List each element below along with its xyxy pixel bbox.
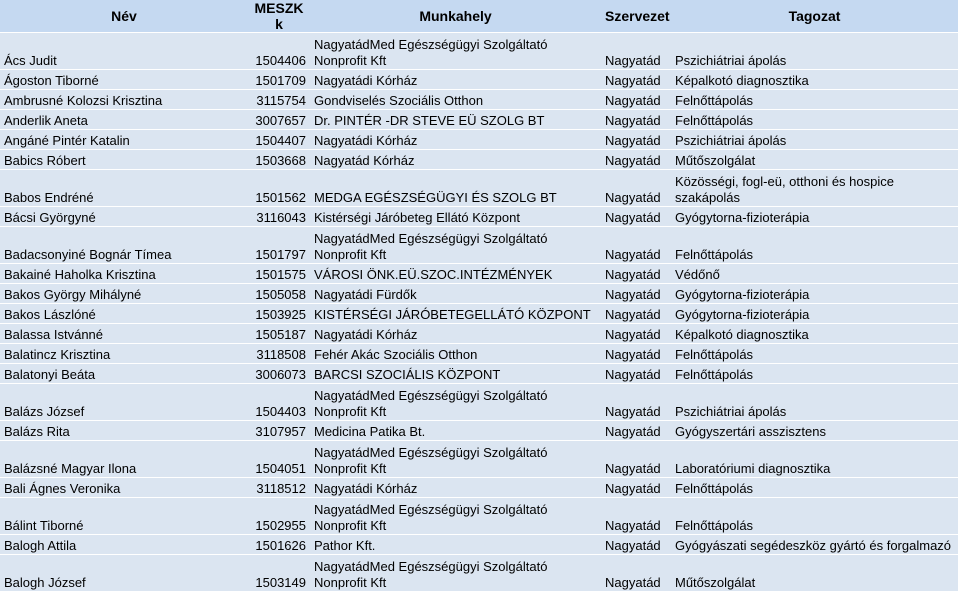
- table-row: [0, 110, 958, 130]
- cell-munkahely: NagyatádMed Egészségügyi Szolgáltató Nonprofit Kft: [310, 555, 601, 592]
- cell-tagozat: Felnőttápolás: [671, 227, 958, 264]
- cell-tagozat: Gyógytorna-fizioterápia: [671, 207, 958, 227]
- cell-tagozat: Gyógyászati segédeszköz gyártó és forgalmazó: [671, 535, 958, 555]
- cell-nev: Balogh Attila: [0, 535, 248, 555]
- cell-szervezet: Nagyatád: [601, 170, 671, 207]
- cell-szervezet: Nagyatád: [601, 364, 671, 384]
- cell-munkahely: NagyatádMed Egészségügyi Szolgáltató Nonprofit Kft: [310, 441, 601, 478]
- cell-munkahely: Nagyatádi Kórház: [310, 324, 601, 344]
- table-row: [0, 70, 958, 90]
- cell-nev: Balatonyi Beáta: [0, 364, 248, 384]
- cell-nev: Anderlik Aneta: [0, 110, 248, 130]
- cell-nev: Babics Róbert: [0, 150, 248, 170]
- cell-tagozat: Laboratóriumi diagnosztika: [671, 441, 958, 478]
- cell-szervezet: Nagyatád: [601, 324, 671, 344]
- cell-tagozat: Pszichiátriai ápolás: [671, 33, 958, 70]
- cell-munkahely: NagyatádMed Egészségügyi Szolgáltató Nonprofit Kft: [310, 498, 601, 535]
- cell-szervezet: Nagyatád: [601, 33, 671, 70]
- cell-meszk: 1501709: [248, 70, 310, 90]
- cell-munkahely: BARCSI SZOCIÁLIS KÖZPONT: [310, 364, 601, 384]
- cell-meszk: 1504051: [248, 441, 310, 478]
- cell-szervezet: Nagyatád: [601, 498, 671, 535]
- header-nev: Név: [0, 0, 248, 33]
- cell-nev: Bakos György Mihályné: [0, 284, 248, 304]
- cell-meszk: 1503925: [248, 304, 310, 324]
- cell-meszk: 1504406: [248, 33, 310, 70]
- cell-tagozat: Gyógytorna-fizioterápia: [671, 284, 958, 304]
- cell-meszk: 1505058: [248, 284, 310, 304]
- table-row: [0, 498, 958, 535]
- cell-meszk: 1504403: [248, 384, 310, 421]
- cell-tagozat: Felnőttápolás: [671, 110, 958, 130]
- cell-nev: Bali Ágnes Veronika: [0, 478, 248, 498]
- cell-nev: Ágoston Tiborné: [0, 70, 248, 90]
- cell-szervezet: Nagyatád: [601, 344, 671, 364]
- cell-munkahely: Gondviselés Szociális Otthon: [310, 90, 601, 110]
- table-row: [0, 535, 958, 555]
- cell-nev: Babos Endréné: [0, 170, 248, 207]
- cell-tagozat: Gyógyszertári asszisztens: [671, 421, 958, 441]
- table-row: [0, 304, 958, 324]
- table-row: [0, 170, 958, 207]
- table-row: [0, 364, 958, 384]
- cell-meszk: 3006073: [248, 364, 310, 384]
- cell-nev: Balatincz Krisztina: [0, 344, 248, 364]
- header-tagozat: Tagozat: [671, 0, 958, 33]
- cell-nev: Ács Judit: [0, 33, 248, 70]
- cell-munkahely: Nagyatádi Kórház: [310, 130, 601, 150]
- table-row: [0, 150, 958, 170]
- cell-tagozat: Felnőttápolás: [671, 344, 958, 364]
- cell-meszk: 1505187: [248, 324, 310, 344]
- cell-meszk: 3107957: [248, 421, 310, 441]
- cell-meszk: 1501797: [248, 227, 310, 264]
- cell-tagozat: Közösségi, fogl-eü, otthoni és hospice szakápolás: [671, 170, 958, 207]
- cell-tagozat: Védőnő: [671, 264, 958, 284]
- cell-nev: Ambrusné Kolozsi Krisztina: [0, 90, 248, 110]
- cell-szervezet: Nagyatád: [601, 304, 671, 324]
- cell-szervezet: Nagyatád: [601, 284, 671, 304]
- cell-meszk: 3118512: [248, 478, 310, 498]
- cell-tagozat: Képalkotó diagnosztika: [671, 70, 958, 90]
- table-body: [0, 33, 958, 592]
- table-row: [0, 33, 958, 70]
- cell-meszk: 3118508: [248, 344, 310, 364]
- cell-tagozat: Felnőttápolás: [671, 90, 958, 110]
- cell-szervezet: Nagyatád: [601, 70, 671, 90]
- cell-szervezet: Nagyatád: [601, 150, 671, 170]
- cell-munkahely: NagyatádMed Egészségügyi Szolgáltató Nonprofit Kft: [310, 384, 601, 421]
- table-row: [0, 130, 958, 150]
- cell-munkahely: NagyatádMed Egészségügyi Szolgáltató Nonprofit Kft: [310, 33, 601, 70]
- cell-tagozat: Műtőszolgálat: [671, 555, 958, 592]
- cell-meszk: 1504407: [248, 130, 310, 150]
- cell-tagozat: Felnőttápolás: [671, 498, 958, 535]
- header-szervezet: Szervezet: [601, 0, 671, 33]
- table-row: [0, 384, 958, 421]
- cell-munkahely: MEDGA EGÉSZSÉGÜGYI ÉS SZOLG BT: [310, 170, 601, 207]
- table-row: [0, 90, 958, 110]
- cell-tagozat: Felnőttápolás: [671, 478, 958, 498]
- cell-munkahely: Fehér Akác Szociális Otthon: [310, 344, 601, 364]
- table-row: [0, 441, 958, 478]
- cell-munkahely: Nagyatád Kórház: [310, 150, 601, 170]
- cell-szervezet: Nagyatád: [601, 535, 671, 555]
- table-row: [0, 284, 958, 304]
- table-row: [0, 555, 958, 592]
- cell-nev: Balázsné Magyar Ilona: [0, 441, 248, 478]
- cell-tagozat: Képalkotó diagnosztika: [671, 324, 958, 344]
- cell-szervezet: Nagyatád: [601, 227, 671, 264]
- cell-tagozat: Pszichiátriai ápolás: [671, 130, 958, 150]
- cell-nev: Badacsonyiné Bognár Tímea: [0, 227, 248, 264]
- cell-meszk: 3007657: [248, 110, 310, 130]
- table-row: [0, 207, 958, 227]
- cell-munkahely: Nagyatádi Kórház: [310, 478, 601, 498]
- cell-tagozat: Pszichiátriai ápolás: [671, 384, 958, 421]
- cell-nev: Bakos Lászlóné: [0, 304, 248, 324]
- header-meszk: MESZK k: [248, 0, 310, 33]
- cell-meszk: 1501575: [248, 264, 310, 284]
- table-row: [0, 324, 958, 344]
- cell-szervezet: Nagyatád: [601, 90, 671, 110]
- table-row: [0, 478, 958, 498]
- table-header: [0, 0, 958, 33]
- cell-nev: Bácsi Györgyné: [0, 207, 248, 227]
- cell-tagozat: Felnőttápolás: [671, 364, 958, 384]
- cell-meszk: 3116043: [248, 207, 310, 227]
- cell-szervezet: Nagyatád: [601, 110, 671, 130]
- cell-tagozat: Műtőszolgálat: [671, 150, 958, 170]
- header-munkahely: Munkahely: [310, 0, 601, 33]
- cell-meszk: 1503149: [248, 555, 310, 592]
- cell-munkahely: Pathor Kft.: [310, 535, 601, 555]
- cell-szervezet: Nagyatád: [601, 264, 671, 284]
- table-row: [0, 421, 958, 441]
- cell-nev: Balázs József: [0, 384, 248, 421]
- cell-munkahely: VÁROSI ÖNK.EÜ.SZOC.INTÉZMÉNYEK: [310, 264, 601, 284]
- cell-szervezet: Nagyatád: [601, 555, 671, 592]
- cell-tagozat: Gyógytorna-fizioterápia: [671, 304, 958, 324]
- table-row: [0, 227, 958, 264]
- cell-munkahely: NagyatádMed Egészségügyi Szolgáltató Nonprofit Kft: [310, 227, 601, 264]
- cell-meszk: 3115754: [248, 90, 310, 110]
- cell-nev: Balassa Istvánné: [0, 324, 248, 344]
- cell-meszk: 1503668: [248, 150, 310, 170]
- cell-munkahely: KISTÉRSÉGI JÁRÓBETEGELLÁTÓ KÖZPONT: [310, 304, 601, 324]
- cell-meszk: 1502955: [248, 498, 310, 535]
- cell-nev: Balogh József: [0, 555, 248, 592]
- table-row: [0, 344, 958, 364]
- cell-szervezet: Nagyatád: [601, 478, 671, 498]
- cell-szervezet: Nagyatád: [601, 421, 671, 441]
- cell-munkahely: Kistérségi Járóbeteg Ellátó Központ: [310, 207, 601, 227]
- cell-munkahely: Dr. PINTÉR -DR STEVE EÜ SZOLG BT: [310, 110, 601, 130]
- cell-szervezet: Nagyatád: [601, 384, 671, 421]
- cell-munkahely: Nagyatádi Fürdők: [310, 284, 601, 304]
- cell-meszk: 1501626: [248, 535, 310, 555]
- table-row: [0, 264, 958, 284]
- cell-nev: Angáné Pintér Katalin: [0, 130, 248, 150]
- cell-munkahely: Medicina Patika Bt.: [310, 421, 601, 441]
- cell-szervezet: Nagyatád: [601, 441, 671, 478]
- cell-szervezet: Nagyatád: [601, 207, 671, 227]
- cell-meszk: 1501562: [248, 170, 310, 207]
- cell-munkahely: Nagyatádi Kórház: [310, 70, 601, 90]
- cell-nev: Balázs Rita: [0, 421, 248, 441]
- cell-szervezet: Nagyatád: [601, 130, 671, 150]
- cell-nev: Bakainé Haholka Krisztina: [0, 264, 248, 284]
- cell-nev: Bálint Tiborné: [0, 498, 248, 535]
